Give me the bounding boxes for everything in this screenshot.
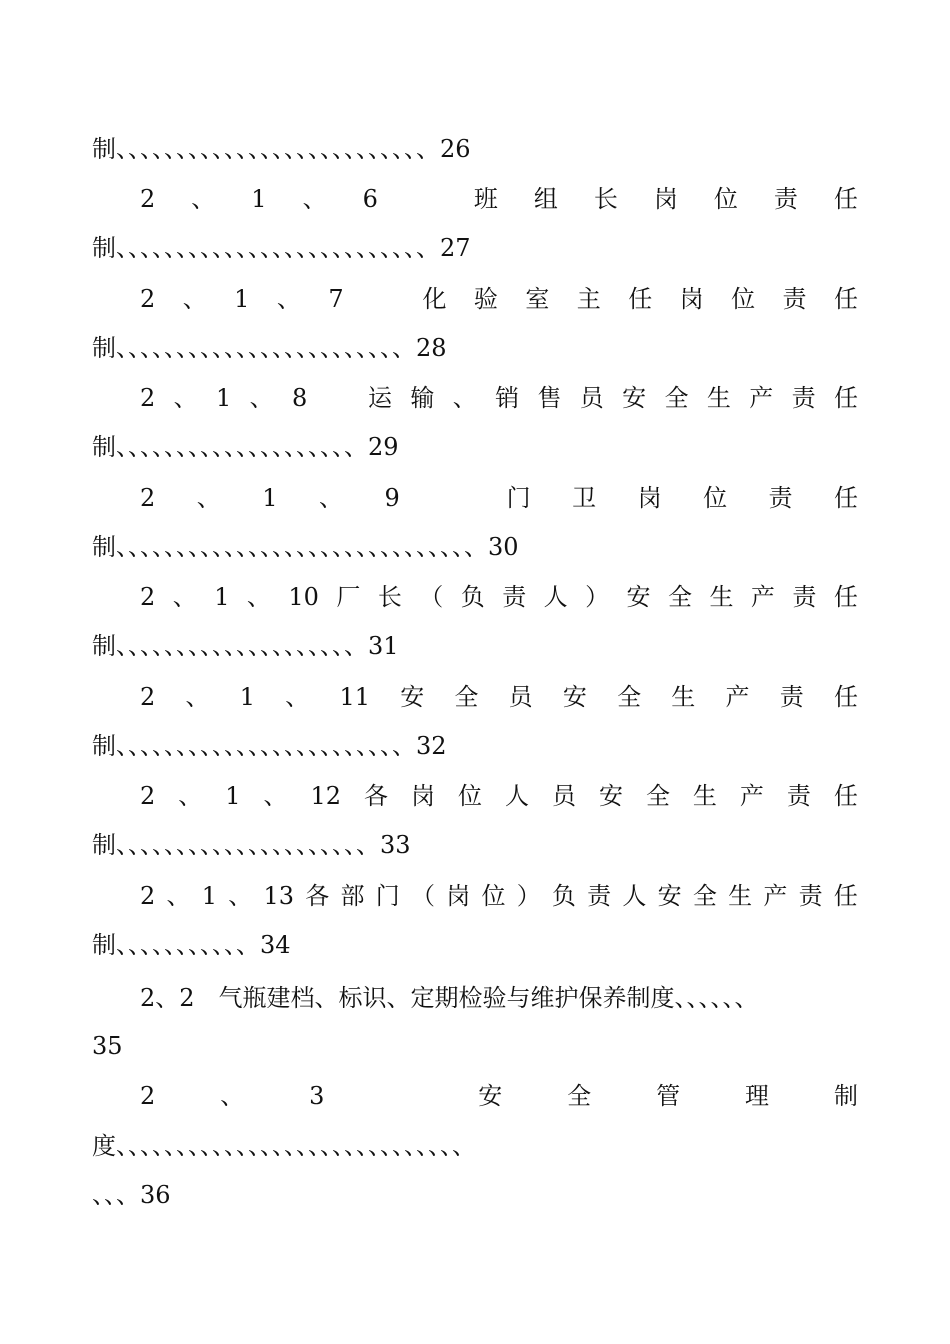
toc-entry-token: 6 [362,185,378,213]
toc-entry-token: 责 [786,782,811,810]
toc-entry-token: 各 [305,882,330,910]
toc-entry-token: 人 [504,782,529,810]
toc-entry-token: 人 [622,882,647,910]
toc-entry-token: 制 [833,1082,858,1110]
toc-entry-token: 任 [833,683,858,711]
toc-entry-token: 生 [728,882,753,910]
toc-entry-token: 、 [249,384,274,412]
toc-entry-token: 部 [340,882,365,910]
toc-entry-token: 8 [292,384,308,412]
toc-entry-token: 位 [703,484,728,512]
toc-entry-token: 员 [508,683,533,711]
toc-entry-token: 产 [763,882,788,910]
toc-entry-token: 运 [368,384,392,412]
toc-entry-title [140,682,858,712]
toc-entry-token: 、 [302,185,327,213]
toc-entry-token: 岗 [411,782,436,810]
toc-entry-leader: 制、、、、、、、、、、、、、、、、、、、、、33 [92,831,411,859]
toc-entry-token: 责 [798,882,823,910]
toc-entry-token: 负 [551,882,576,910]
toc-entry-token: 、 [318,484,343,512]
toc-entry-token: ） [516,882,541,910]
toc-entry-token: 责 [502,583,527,611]
toc-entry-token: 12 [310,782,342,810]
toc-entry-token: 安 [657,882,682,910]
toc-entry-token: 门 [375,882,400,910]
toc-entry-token: 2 [140,882,156,910]
toc-entry-token: 厂 [336,583,361,611]
toc-entry-token: 、 [220,1082,245,1110]
toc-entry-token: 、 [172,583,197,611]
toc-entry-token: （ [419,583,444,611]
toc-entry-token: 生 [671,683,696,711]
toc-entry-token: 主 [576,285,601,313]
toc-entry-token: 任 [833,782,858,810]
toc-entry-token: 、 [185,683,210,711]
toc-entry-2-3-title [140,1081,858,1111]
toc-entry-token: 安 [622,384,647,412]
toc-entry-token: 管 [656,1082,681,1110]
toc-entry-token: 1 [239,683,255,711]
toc-entry-title [140,582,858,612]
toc-entry-leader: 制、、、、、、、、、、、、、、、、、、、、、、、、、、27 [92,234,471,262]
toc-entry-token: 任 [833,185,858,213]
toc-entry-token: 岗 [679,285,704,313]
toc-entry-leader: 制、、、、、、、、、、、、、、、、、、、、、、、、32 [92,732,447,760]
toc-entry-token: 、 [246,583,271,611]
toc-entry-token: 2 [140,185,156,213]
toc-entry-leader: 制、、、、、、、、、、、、、、、、、、、、、、、、、、、、、、30 [92,533,519,561]
toc-entry-token: 、 [276,285,301,313]
toc-entry-token: 13 [263,882,295,910]
toc-entry-token: 位 [481,882,506,910]
toc-entry-token: 任 [833,384,858,412]
toc-entry-token: 安 [478,1082,503,1110]
toc-entry-token: 岗 [653,185,678,213]
toc-entry-token: 、 [173,384,198,412]
toc-entry-token: （ [410,882,435,910]
toc-entry-token: 、 [228,882,253,910]
toc-entry-token: 、 [196,484,221,512]
toc-entry-title [140,383,858,413]
toc-entry-token: 2 [140,484,156,512]
toc-entry-token: 、 [452,384,477,412]
toc-entry-token: 位 [458,782,482,810]
toc-entry-token: 、 [263,782,288,810]
toc-entry-token: 责 [782,285,807,313]
toc-entry-title [140,483,858,513]
toc-entry-token: 产 [725,683,750,711]
toc-entry-token: 责 [779,683,804,711]
toc-entry-token: 门 [506,484,531,512]
toc-entry-token: 2 [140,583,156,611]
toc-entry-token: 岗 [446,882,471,910]
toc-entry-token [371,284,395,314]
toc-entry-2-2-page: 35 [92,1032,123,1060]
toc-entry-token [414,184,438,214]
toc-entry-token: 卫 [572,484,597,512]
toc-entry-token: 2 [140,683,156,711]
toc-entry-token: 7 [328,285,344,313]
toc-entry-token: 责 [791,384,816,412]
toc-entry-token: 生 [706,384,731,412]
toc-entry-token: 安 [626,583,651,611]
toc-entry-token: 1 [225,782,241,810]
toc-entry-token: 任 [834,484,858,512]
toc-entry-token: 责 [768,484,793,512]
toc-entry-token: 任 [833,583,858,611]
toc-line-top: 制、、、、、、、、、、、、、、、、、、、、、、、、、、26 [92,135,471,163]
toc-entry-token: 产 [739,782,764,810]
toc-entry-token: 10 [288,583,319,611]
toc-entry-token: 各 [364,782,389,810]
toc-entry-token: 位 [731,285,756,313]
toc-entry-token: 安 [400,683,425,711]
toc-entry-title [140,184,858,214]
toc-entry-token: 任 [833,285,858,313]
toc-entry-token: 理 [745,1082,770,1110]
toc-entry-token: 9 [384,484,400,512]
toc-entry-token: 长 [377,583,402,611]
toc-entry-title [140,781,858,811]
toc-entry-token: 全 [664,384,689,412]
toc-entry-token: 全 [454,683,479,711]
toc-entry-token: 任 [628,285,653,313]
toc-entry-token: 化 [422,285,447,313]
toc-entry-token: 员 [551,782,576,810]
toc-entry-token: 岗 [637,484,662,512]
toc-entry-token: 责 [587,882,612,910]
toc-entry-token [389,1081,413,1111]
toc-entry-token: 产 [750,583,775,611]
toc-entry-title [140,881,858,911]
toc-entry-token: 全 [645,782,670,810]
toc-entry-token: 1 [251,185,267,213]
toc-entry-token: 、 [166,882,191,910]
toc-entry-token: 责 [792,583,817,611]
toc-entry-token: 2 [140,1082,156,1110]
toc-entry-token: 1 [201,882,218,910]
toc-entry-token: 、 [285,683,310,711]
toc-entry-token: 3 [309,1082,325,1110]
toc-entry-token: 长 [593,185,618,213]
toc-entry-token: 产 [749,384,774,412]
toc-entry-token: 安 [562,683,587,711]
toc-entry-token: 安 [598,782,623,810]
toc-entry-token: 1 [262,484,278,512]
toc-entry-2-3-leader: 度、、、、、、、、、、、、、、、、、、、、、、、、、、、、、 [92,1132,476,1160]
toc-entry-token: 生 [692,782,717,810]
toc-entry-token: 生 [709,583,734,611]
toc-entry-token: 员 [579,384,604,412]
toc-entry-2-2: 2、2 气瓶建档、标识、定期检验与维护保养制度、、、、、、 [140,984,759,1012]
toc-entry-token: 11 [339,683,370,711]
toc-entry-token: 责 [773,185,798,213]
toc-entry-leader: 制、、、、、、、、、、、34 [92,931,291,959]
toc-entry-token [441,483,465,513]
toc-entry-token: 负 [460,583,485,611]
toc-entry-token: 全 [692,882,717,910]
toc-entry-token: 售 [537,384,562,412]
toc-entry-token: ） [585,583,610,611]
toc-entry-token [326,383,350,413]
toc-entry-token: 任 [833,882,858,910]
toc-entry-token: 1 [234,285,250,313]
toc-entry-token: 、 [178,782,203,810]
toc-entry-token: 全 [617,683,642,711]
toc-entry-token: 组 [533,185,558,213]
toc-entry-token: 1 [214,583,230,611]
toc-entry-token: 班 [473,185,498,213]
toc-entry-token: 人 [543,583,568,611]
toc-entry-token: 位 [713,185,738,213]
toc-entry-token: 室 [525,285,550,313]
toc-entry-title [140,284,858,314]
toc-entry-leader: 制、、、、、、、、、、、、、、、、、、、、、、、、28 [92,334,447,362]
toc-entry-token: 、 [191,185,216,213]
toc-entry-token: 1 [216,384,232,412]
toc-entry-token: 验 [473,285,498,313]
toc-entry-2-3-page: 、、、36 [92,1181,171,1209]
toc-entry-token: 销 [495,384,520,412]
toc-entry-token: 2 [140,782,156,810]
toc-entry-leader: 制、、、、、、、、、、、、、、、、、、、、29 [92,433,399,461]
toc-entry-leader: 制、、、、、、、、、、、、、、、、、、、、31 [92,632,399,660]
toc-entry-token: 输 [410,384,435,412]
toc-entry-token: 2 [140,285,156,313]
toc-entry-token: 全 [567,1082,592,1110]
toc-entry-token: 全 [668,583,692,611]
toc-entry-token: 、 [182,285,207,313]
toc-entry-token: 2 [140,384,156,412]
